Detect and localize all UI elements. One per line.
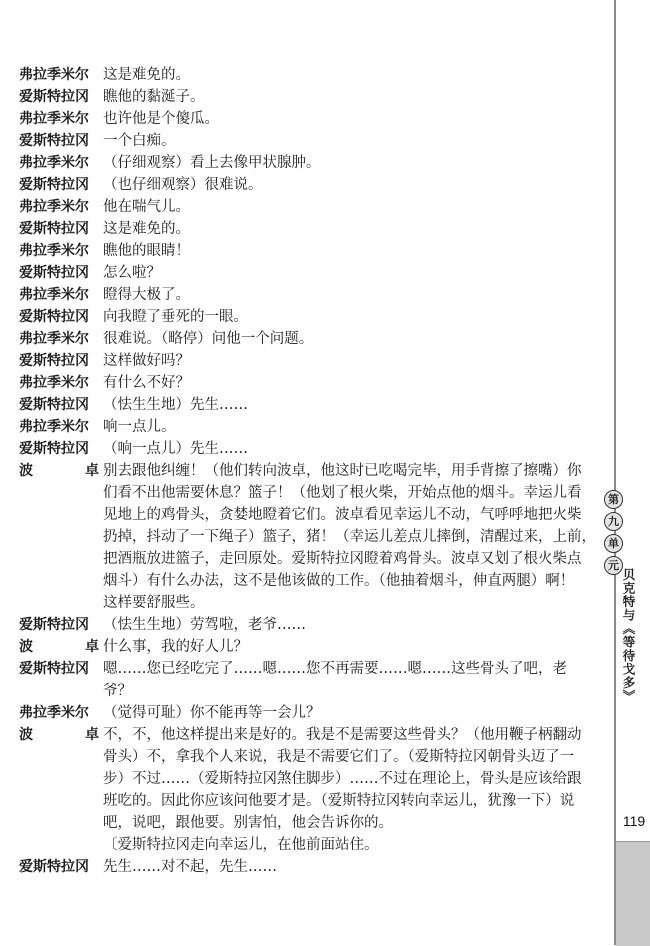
speaker-name: 弗拉季米尔 (19, 67, 89, 83)
dialogue-entry (19, 240, 609, 262)
running-chapter-title: 贝克特与《等待戈多》 (621, 568, 636, 703)
dialogue-text: 把酒瓶放进篮子，走回原处。爱斯特拉冈瞪着鸡骨头。波卓又划了根火柴点 (103, 551, 582, 567)
dialogue-entry (19, 64, 609, 86)
dialogue-continuation (19, 482, 609, 504)
speaker-name: 爱斯特拉冈 (19, 397, 89, 413)
speaker-name: 爱斯特拉冈 (19, 661, 89, 677)
dialogue-entry (19, 856, 609, 878)
dialogue-entry (19, 416, 609, 438)
dialogue-text: 别去跟他纠缠！（他们转向波卓，他这时已吃喝完毕，用手背擦了擦嘴）你 (103, 463, 582, 479)
dialogue-entry (19, 174, 609, 196)
speaker-name: 爱斯特拉冈 (19, 441, 89, 457)
speaker-name: 弗拉季米尔 (19, 199, 89, 215)
dialogue-continuation (19, 812, 609, 834)
dialogue-text: 烟斗）有什么办法，这不是他该做的工作。（他抽着烟斗，伸直两腿）啊！ (103, 573, 575, 589)
dialogue-continuation (19, 504, 609, 526)
speaker-name: 波 卓 (19, 639, 99, 655)
dialogue-text: 瞪得大极了。 (103, 287, 190, 303)
speaker-name: 波 卓 (19, 463, 99, 479)
dialogue-text: （怯生生地）先生…… (103, 397, 248, 413)
speaker-name: 爱斯特拉冈 (19, 221, 89, 237)
dialogue-text: 班吃的。因此你应该问他要才是。（爱斯特拉冈转向幸运儿，犹豫一下）说 (103, 793, 575, 809)
dialogue-text: 怎么啦？ (103, 265, 161, 281)
page-number: 119 (622, 813, 646, 829)
speaker-name: 爱斯特拉冈 (19, 617, 89, 633)
dialogue-continuation (19, 746, 609, 768)
speaker-name: 弗拉季米尔 (19, 287, 89, 303)
dialogue-text: 嗯……您已经吃完了……嗯……您不再需要……嗯……这些骨头了吧，老 (103, 661, 567, 677)
unit-char-circle: 九 (604, 512, 623, 531)
unit-char-circle: 第 (604, 490, 623, 509)
dialogue-text: 也许他是个傻瓜。 (103, 111, 219, 127)
dialogue-text: 有什么不好？ (103, 375, 190, 391)
speaker-name: 爱斯特拉冈 (19, 265, 89, 281)
speaker-name: 弗拉季米尔 (19, 419, 89, 435)
dialogue-text: 吧，说吧，跟他要。别害怕，他会告诉你的。 (103, 815, 393, 831)
dialogue-entry (19, 834, 609, 856)
dialogue-entry (19, 658, 609, 680)
dialogue-text: 先生……对不起，先生…… (103, 859, 277, 875)
unit-char-circle: 元 (604, 556, 623, 575)
dialogue-entry (19, 438, 609, 460)
dialogue-entry (19, 306, 609, 328)
dialogue-continuation (19, 592, 609, 614)
dialogue-continuation (19, 570, 609, 592)
speaker-name: 爱斯特拉冈 (19, 309, 89, 325)
dialogue-text: （怯生生地）劳驾啦，老爷…… (103, 617, 306, 633)
dialogue-text: （也仔细观察）很难说。 (103, 177, 263, 193)
speaker-name: 波 卓 (19, 727, 99, 743)
dialogue-entry (19, 460, 609, 482)
dialogue-continuation (19, 680, 609, 702)
dialogue-text: （仔细观察）看上去像甲状腺肿。 (103, 155, 321, 171)
dialogue-entry (19, 328, 609, 350)
speaker-name: 弗拉季米尔 (19, 331, 89, 347)
speaker-name: 爱斯特拉冈 (19, 353, 89, 369)
dialogue-entry (19, 702, 609, 724)
dialogue-entry (19, 108, 609, 130)
dialogue-continuation (19, 790, 609, 812)
dialogue-text: 们看不出他需要休息？篮子！（他划了根火柴，开始点他的烟斗。幸运儿看 (103, 485, 582, 501)
stage-direction: 〔爱斯特拉冈走向幸运儿，在他前面站住。 (103, 837, 379, 853)
speaker-name: 弗拉季米尔 (19, 111, 89, 127)
dialogue-text: （觉得可耻）你不能再等一会儿？ (103, 705, 321, 721)
dialogue-continuation (19, 526, 609, 548)
dialogue-entry (19, 372, 609, 394)
dialogue-text: 向我瞪了垂死的一眼。 (103, 309, 248, 325)
dialogue-text: 爷？ (103, 683, 132, 699)
dialogue-entry (19, 636, 609, 658)
dialogue-text: 扔掉，抖动了一下绳子）篮子，猪！（幸运儿差点儿摔倒，清醒过来，上前， (103, 529, 596, 545)
dialogue-text: 瞧他的眼睛！ (103, 243, 190, 259)
speaker-name: 爱斯特拉冈 (19, 89, 89, 105)
dialogue-entry (19, 350, 609, 372)
speaker-name: 弗拉季米尔 (19, 155, 89, 171)
dialogue-text: 什么事，我的好人儿？ (103, 639, 248, 655)
dialogue-entry (19, 196, 609, 218)
speaker-name: 爱斯特拉冈 (19, 859, 89, 875)
speaker-name: 弗拉季米尔 (19, 243, 89, 259)
dialogue-entry (19, 394, 609, 416)
dialogue-text: 很难说。（略停）问他一个问题。 (103, 331, 314, 347)
dialogue-text: 步）不过……（爱斯特拉冈煞住脚步）……不过在理论上，骨头是应该给跟 (103, 771, 582, 787)
speaker-name: 爱斯特拉冈 (19, 133, 89, 149)
dialogue-continuation (19, 548, 609, 570)
dialogue-text: 响一点儿。 (103, 419, 176, 435)
dialogue-text: 这是难免的。 (103, 67, 190, 83)
dialogue-entry (19, 130, 609, 152)
dialogue-entry (19, 86, 609, 108)
margin-rule-line (614, 0, 616, 945)
dialogue-text: 见地上的鸡骨头，贪婪地瞪着它们。波卓看见幸运儿不动，气呼呼地把火柴 (103, 507, 582, 523)
speaker-name: 弗拉季米尔 (19, 705, 89, 721)
dialogue-text: 瞧他的黏涎子。 (103, 89, 205, 105)
dialogue-entry (19, 152, 609, 174)
dialogue-entry (19, 614, 609, 636)
dialogue-text: 这样要舒服些。 (103, 595, 205, 611)
page-edge-tab (616, 841, 650, 946)
speaker-name: 弗拉季米尔 (19, 375, 89, 391)
unit-char-circle: 单 (604, 534, 623, 553)
dialogue-entry (19, 218, 609, 240)
unit-label (604, 490, 624, 578)
dialogue-entry (19, 262, 609, 284)
dialogue-entry (19, 284, 609, 306)
dialogue-text: 一个白痴。 (103, 133, 176, 149)
dialogue-text: 他在喘气儿。 (103, 199, 190, 215)
dialogue-text: 不，不，他这样提出来是好的。我是不是需要这些骨头？（他用鞭子柄翻动 (103, 727, 582, 743)
speaker-name: 爱斯特拉冈 (19, 177, 89, 193)
dialogue-text: 骨头）不，拿我个人来说，我是不需要它们了。（爱斯特拉冈朝骨头迈了一 (103, 749, 575, 765)
dialogue-entry (19, 724, 609, 746)
script-body (19, 64, 609, 878)
dialogue-continuation (19, 768, 609, 790)
dialogue-text: （响一点儿）先生…… (103, 441, 248, 457)
dialogue-text: 这样做好吗？ (103, 353, 190, 369)
dialogue-text: 这是难免的。 (103, 221, 190, 237)
